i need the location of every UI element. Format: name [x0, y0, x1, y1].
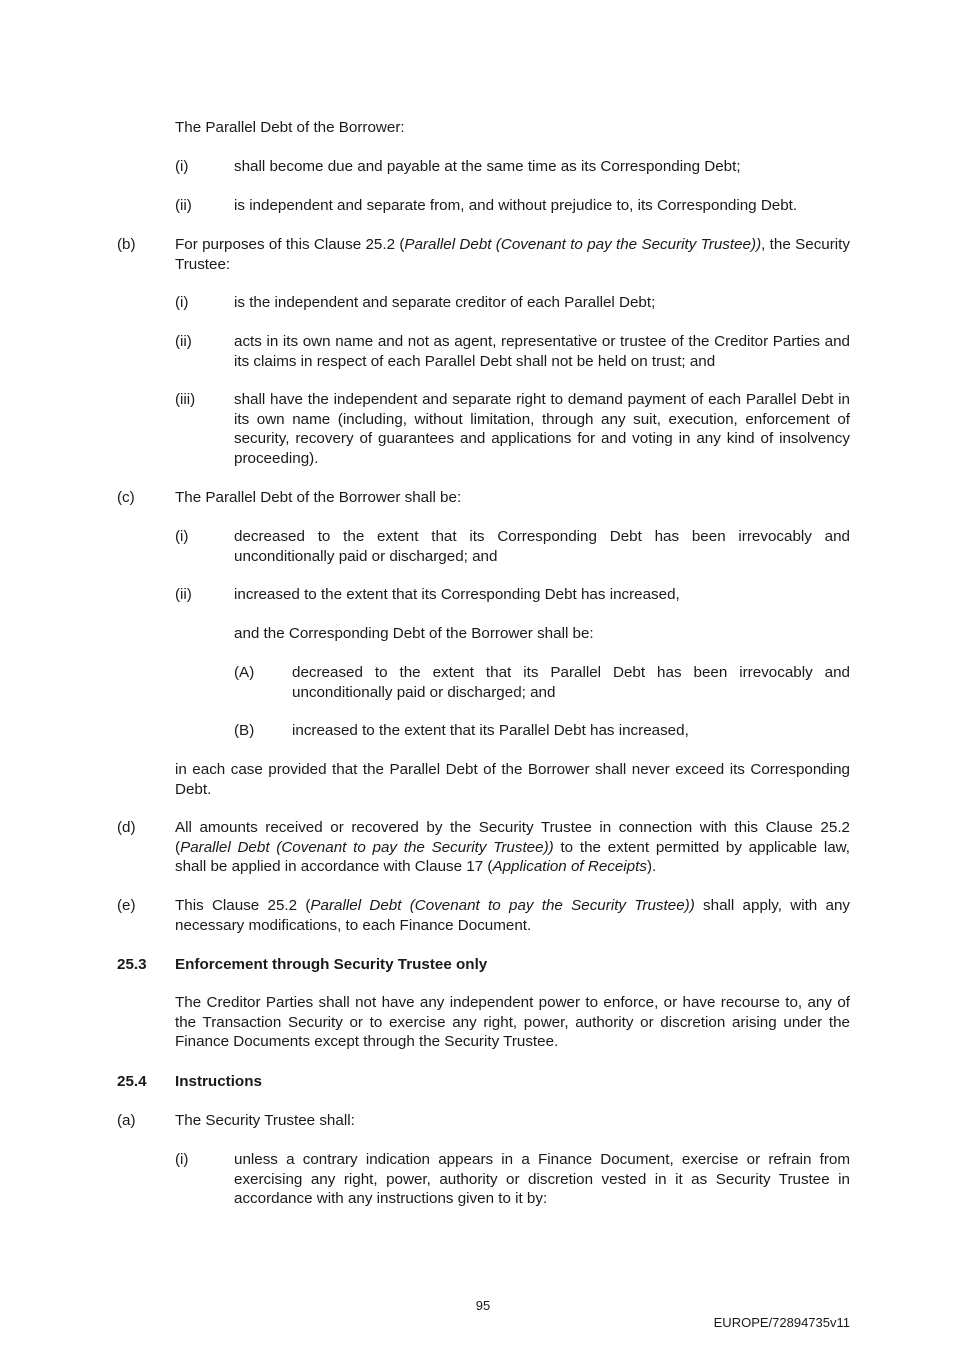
clause-b-text: For purposes of this Clause 25.2 (Parallel Debt (Covenant to pay the Security Trustee)), the Security Trustee:	[175, 236, 850, 273]
item-label: (ii)	[175, 197, 192, 214]
item-label: (ii)	[175, 333, 192, 350]
item-text: increased to the extent that its Corresponding Debt has increased,	[234, 586, 680, 603]
clause-a-text: The Security Trustee shall:	[175, 1112, 355, 1129]
item-label: (ii)	[175, 586, 192, 603]
item-text: is the independent and separate creditor of each Parallel Debt;	[234, 294, 656, 311]
item-text: is independent and separate from, and without prejudice to, its Corresponding Debt.	[234, 197, 798, 214]
item-label: (i)	[175, 528, 189, 545]
item-label: (i)	[175, 158, 189, 175]
clause-c-tail: in each case provided that the Parallel Debt of the Borrower shall never exceed its Corresponding Debt.	[175, 761, 850, 798]
item-text: shall become due and payable at the same time as its Corresponding Debt;	[234, 158, 741, 175]
clause-label-b: (b)	[117, 236, 136, 253]
subitem-label: (B)	[234, 722, 255, 739]
page-number: 95	[475, 1298, 491, 1313]
item-text: decreased to the extent that its Corresponding Debt has been irrevocably and unconditionally paid or discharged; and	[234, 528, 850, 565]
clause-label-d: (d)	[117, 819, 136, 836]
section-heading: Instructions	[175, 1073, 262, 1090]
item-label: (i)	[175, 294, 189, 311]
subitem-text: increased to the extent that its Parallel Debt has increased,	[292, 722, 689, 739]
clause-label-e: (e)	[117, 897, 136, 914]
section-text: The Creditor Parties shall not have any independent power to enforce, or have recourse to, any of the Transaction Security or to exercise any right, power, authority or discretion arising under the Finance Documents except through the Security Trustee.	[175, 994, 850, 1050]
subitem-text: decreased to the extent that its Parallel Debt has been irrevocably and unconditionally paid or discharged; and	[292, 664, 850, 701]
clause-label-c: (c)	[117, 489, 135, 506]
clause-label-a: (a)	[117, 1112, 136, 1129]
clause-c-mid: and the Corresponding Debt of the Borrower shall be:	[234, 625, 594, 642]
item-label: (i)	[175, 1151, 189, 1168]
clause-c-text: The Parallel Debt of the Borrower shall be:	[175, 489, 462, 506]
item-text: shall have the independent and separate right to demand payment of each Parallel Debt in its own name (including, without limitation, through any suit, execution, enforcement of security, recovery of guarantees and applications for and voting in any kind of insolvency proceeding).	[234, 391, 850, 467]
clause-e-text: This Clause 25.2 (Parallel Debt (Covenant to pay the Security Trustee)) shall apply, with any necessary modifications, to each Finance Document.	[175, 897, 850, 934]
intro-text: The Parallel Debt of the Borrower:	[175, 119, 405, 136]
subitem-label: (A)	[234, 664, 255, 681]
section-number: 25.4	[117, 1073, 147, 1090]
item-label: (iii)	[175, 391, 196, 408]
item-text: unless a contrary indication appears in a Finance Document, exercise or refrain from exercising any right, power, authority or discretion vested in it as Security Trustee in accordance with any instructions given to it by:	[234, 1151, 850, 1207]
section-heading: Enforcement through Security Trustee only	[175, 956, 488, 973]
clause-d-text: All amounts received or recovered by the Security Trustee in connection with this Clause 25.2 (Parallel Debt (Covenant to pay the Security Trustee)) to the extent permitted by applicable law, shall be applied in accordance with Clause 17 (Application of Receipts).	[175, 819, 850, 875]
item-text: acts in its own name and not as agent, representative or trustee of the Creditor Parties and its claims in respect of each Parallel Debt shall not be held on trust; and	[234, 333, 850, 370]
document-reference: EUROPE/72894735v11	[713, 1315, 850, 1330]
section-number: 25.3	[117, 956, 147, 973]
